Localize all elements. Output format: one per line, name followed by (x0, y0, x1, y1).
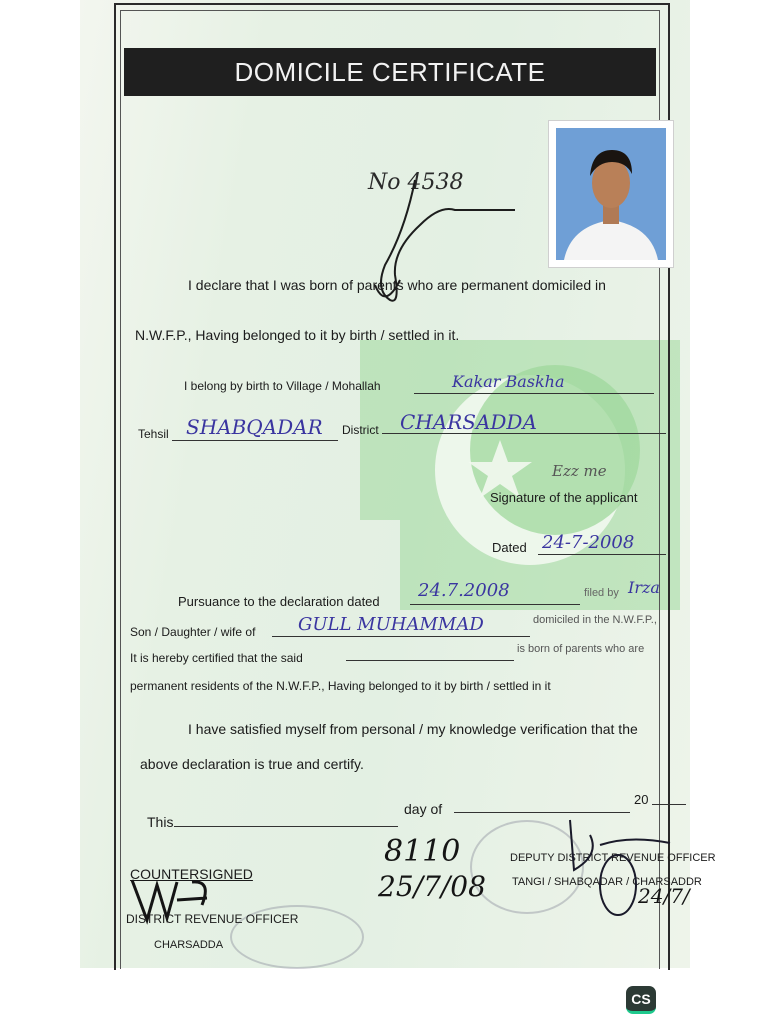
dated-value: 24-7-2008 (542, 532, 635, 553)
deputy-signature (560, 815, 686, 925)
serial-date: 25/7/08 (378, 870, 486, 903)
son-label: Son / Daughter / wife of (130, 625, 256, 639)
dated-label: Dated (492, 540, 527, 555)
pursuance-date: 24.7.2008 (418, 580, 510, 601)
day-line (454, 812, 630, 813)
deputy-title: DEPUTY DISTRICT REVENUE OFFICER (510, 852, 716, 864)
dro-label: DISTRICT REVENUE OFFICER (126, 912, 299, 926)
father-value: GULL MUHAMMAD (298, 614, 484, 635)
deputy-office: TANGI / SHABQADAR / CHARSADDR (512, 876, 702, 888)
camscanner-badge: CS (626, 986, 656, 1014)
year-prefix: 20 (634, 792, 649, 807)
certified-line (346, 660, 514, 661)
village-value: Kakar Baskha (452, 372, 565, 391)
district-label: District (342, 423, 379, 437)
domiciled-label: domiciled in the N.W.F.P., (533, 614, 657, 626)
dated-line (538, 554, 666, 555)
filed-by-value: Irza (628, 578, 660, 597)
signature-label: Signature of the applicant (490, 490, 638, 505)
satisfied-line-2: above declaration is true and certify. (140, 756, 364, 772)
satisfied-line-1: I have satisfied myself from personal / my knowledge verification that the (188, 721, 638, 737)
district-value: CHARSADDA (400, 410, 537, 434)
serial-number: 8110 (384, 834, 461, 869)
day-of-label: day of (404, 801, 443, 817)
village-line (414, 393, 654, 394)
dro-place: CHARSADDA (154, 939, 224, 951)
applicant-photo (548, 120, 674, 268)
tehsil-line (172, 440, 338, 441)
filed-by-label: filed by (584, 587, 619, 599)
declaration-line-1: I declare that I was born of parents who are permanent domiciled in (188, 277, 606, 293)
tehsil-label: Tehsil (138, 427, 169, 441)
countersigned-label: COUNTERSIGNED (130, 866, 253, 882)
this-line (174, 826, 398, 827)
certificate-title: DOMICILE CERTIFICATE (234, 57, 546, 87)
number-note: No 4538 (368, 170, 464, 195)
village-label: I belong by birth to Village / Mohallah (184, 379, 381, 393)
certified-label: It is hereby certified that the said (130, 651, 303, 665)
father-line (272, 636, 530, 637)
pursuance-line (410, 604, 580, 605)
declaration-line-2: N.W.F.P., Having belonged to it by birth / settled in it. (135, 327, 460, 343)
deputy-date: 24/7/ (638, 884, 690, 908)
tehsil-value: SHABQADAR (186, 415, 323, 439)
officer-signature-top (345, 170, 535, 320)
year-line (652, 804, 686, 805)
residents-line: permanent residents of the N.W.F.P., Having belonged to it by birth / settled in it (130, 679, 551, 693)
born-label: is born of parents who are (517, 643, 645, 655)
pursuance-label: Pursuance to the declaration dated (178, 594, 380, 609)
this-label: This (147, 814, 174, 830)
applicant-signature: Ezz me (552, 462, 607, 480)
